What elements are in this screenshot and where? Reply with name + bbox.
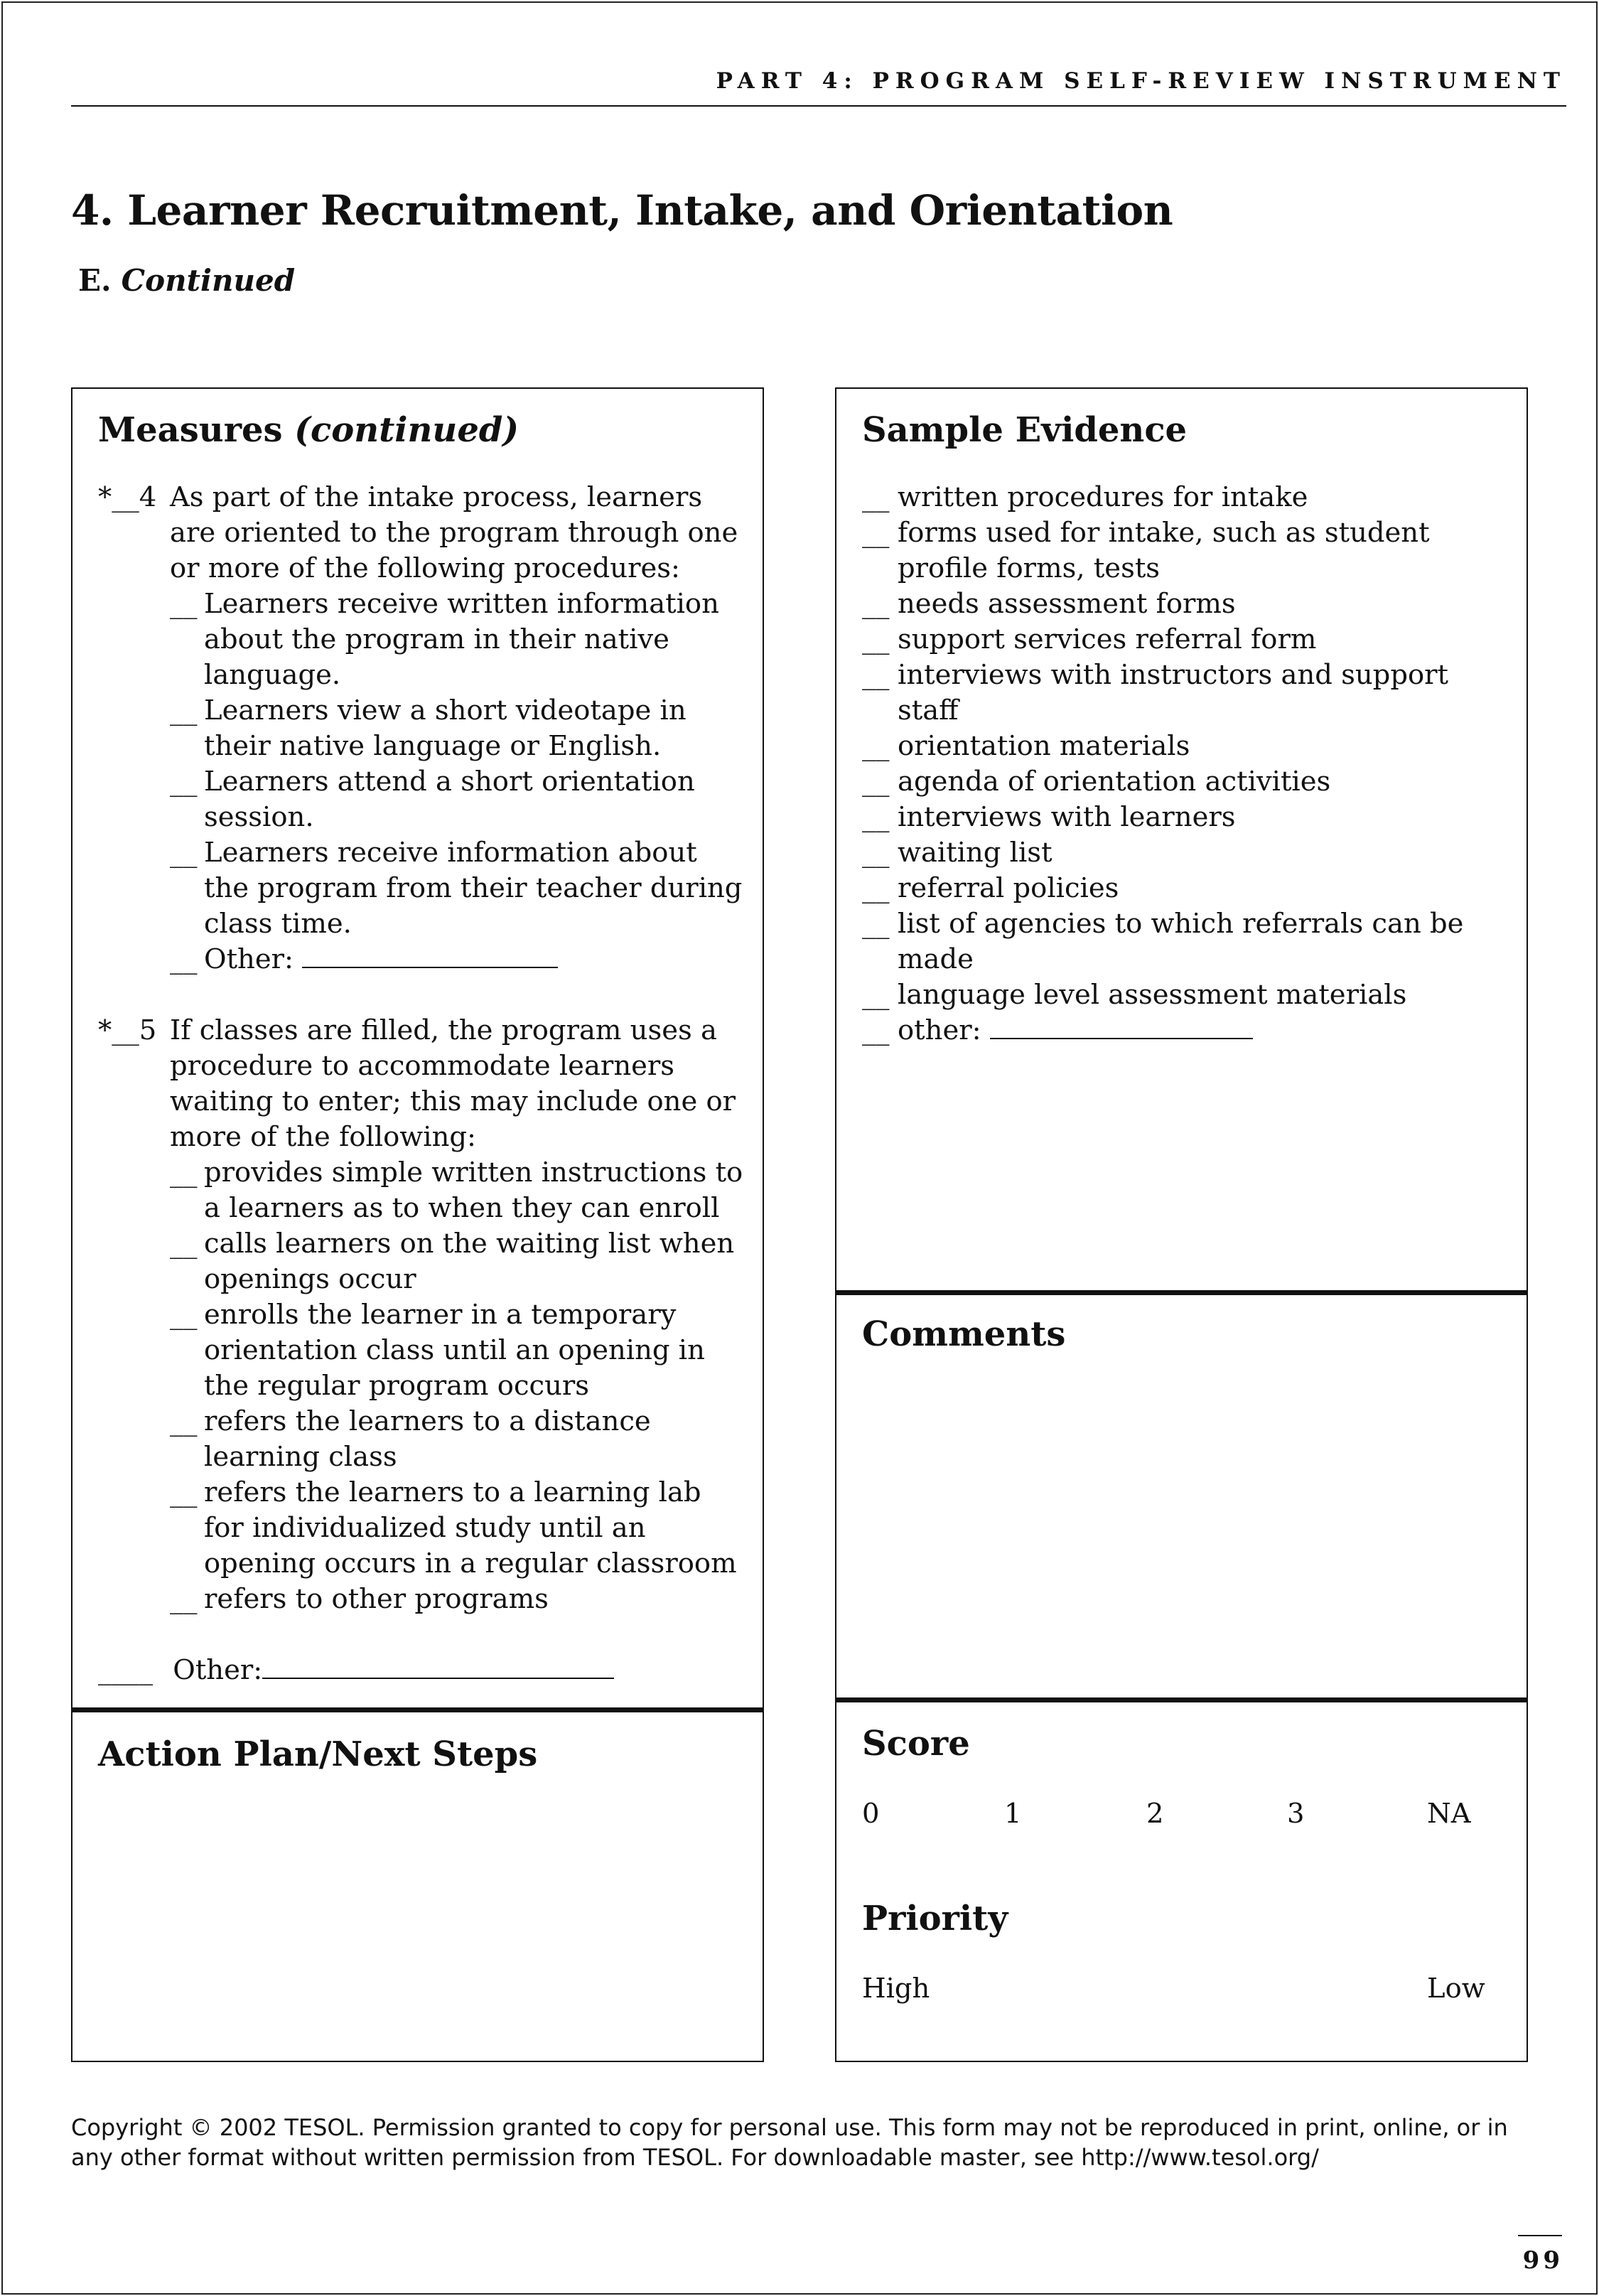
checkbox-blank: __: [862, 801, 890, 833]
measures-action-divider: [72, 1707, 763, 1712]
evidence-text: waiting list: [898, 837, 1052, 869]
page-number: 99: [1522, 2246, 1563, 2275]
sample-evidence-heading: Sample Evidence: [862, 410, 1188, 450]
evidence-text: written procedures for intake: [898, 481, 1308, 513]
evidence-text: other:: [898, 1014, 981, 1046]
measures-box: [71, 387, 764, 2062]
list-item: [862, 480, 1505, 515]
checkbox-blank: __: [862, 766, 890, 798]
evidence-text: support services referral form: [898, 623, 1317, 655]
copyright-notice: Copyright © 2002 TESOL. Permission granted to copy for personal use. This form may not be reproduced in print, online, or in any other format without written permission from TESOL. For downloadable master, see http://www.tesol.org/: [71, 2114, 1508, 2171]
score-option-2: 2: [1146, 1798, 1164, 1830]
fill-in-line: [302, 943, 558, 968]
list-item: [862, 586, 1505, 622]
checkbox-blank: __: [862, 837, 890, 869]
list-item: [862, 800, 1505, 835]
checkbox-blank: __: [862, 1014, 890, 1046]
list-item: [862, 871, 1505, 906]
measure-4-text: As part of the intake process, learners are oriented to the program through one or more of the following procedures:: [170, 481, 738, 584]
measure-5-mark: *__5: [98, 1014, 157, 1046]
list-item: [862, 977, 1505, 1013]
checkbox-blank: __: [170, 694, 198, 726]
measure-4: [98, 480, 748, 977]
score-heading: Score: [862, 1724, 970, 1764]
checkbox-blank: __: [170, 1228, 198, 1260]
measures-heading: [98, 410, 519, 450]
sample-evidence-list: [862, 480, 1505, 1048]
list-item: [862, 906, 1505, 977]
section-title: 4. Learner Recruitment, Intake, and Orientation: [71, 186, 1173, 235]
comments-score-divider: [836, 1697, 1527, 1702]
option-text: Learners receive written information about the program in their native language.: [204, 588, 719, 691]
checkbox-blank: __: [170, 588, 198, 620]
option-text: provides simple written instructions to a learners as to when they can enroll: [204, 1157, 743, 1224]
evidence-text: agenda of orientation activities: [898, 766, 1331, 798]
subsection-title: [78, 263, 295, 298]
measures-heading-text: Measures: [98, 410, 283, 450]
checkbox-blank: __: [170, 943, 198, 975]
measure-4-options: [98, 586, 748, 977]
fill-in-line: [990, 1014, 1253, 1039]
evidence-text: referral policies: [898, 872, 1119, 904]
evidence-comments-divider: [836, 1290, 1527, 1295]
list-item: [170, 1475, 748, 1582]
checkbox-blank: __: [170, 1299, 198, 1331]
measures-other-line: [98, 1653, 614, 1688]
checkbox-blank: __: [862, 517, 890, 549]
checkbox-blank: __: [170, 1583, 198, 1615]
checkbox-blank: __: [170, 1476, 198, 1508]
score-option-0: 0: [862, 1798, 880, 1830]
priority-low: Low: [1427, 1973, 1485, 2005]
list-item: [862, 764, 1505, 800]
priority-scale: [862, 1971, 1484, 2007]
evidence-text: needs assessment forms: [898, 588, 1236, 620]
list-item: [170, 764, 748, 835]
list-item: [170, 835, 748, 942]
evidence-box: [835, 387, 1528, 2062]
measure-5-options: [98, 1155, 748, 1617]
checkbox-blank: __: [862, 730, 890, 762]
comments-heading: Comments: [862, 1314, 1066, 1354]
priority-high: High: [862, 1973, 930, 2005]
list-item: [862, 835, 1505, 871]
score-option-1: 1: [1004, 1798, 1022, 1830]
list-item: [170, 942, 748, 977]
score-option-na: NA: [1427, 1798, 1471, 1830]
option-text: Learners receive information about the program from their teacher during class time.: [204, 837, 743, 940]
subsection-text: Continued: [121, 263, 296, 298]
page-number-rule: [1518, 2235, 1562, 2236]
checkbox-blank: __: [170, 837, 198, 869]
list-item: [862, 729, 1505, 764]
measure-4-mark: *__4: [98, 481, 157, 513]
list-item: [170, 586, 748, 693]
checkbox-blank: __: [862, 659, 890, 691]
other-label: Other:: [173, 1654, 263, 1686]
evidence-text: forms used for intake, such as student profile forms, tests: [898, 517, 1430, 584]
option-text: Other:: [204, 943, 294, 975]
evidence-text: interviews with instructors and support staff: [898, 659, 1449, 726]
list-item: [170, 1155, 748, 1226]
measure-5-text: If classes are filled, the program uses a procedure to accommodate learners waiting to enter; this may include one or more of the following:: [170, 1014, 736, 1153]
score-scale: [862, 1796, 1484, 1832]
list-item: [862, 622, 1505, 658]
option-text: refers the learners to a learning lab for individualized study until an opening occurs in a regular classroom: [204, 1476, 737, 1579]
checkbox-blank: __: [862, 623, 890, 655]
option-text: enrolls the learner in a temporary orientation class until an opening in the regular program occurs: [204, 1299, 705, 1402]
running-head: PART 4: PROGRAM SELF-REVIEW INSTRUMENT: [716, 68, 1566, 94]
option-text: calls learners on the waiting list when openings occur: [204, 1228, 735, 1295]
option-text: refers the learners to a distance learning class: [204, 1405, 651, 1473]
checkbox-blank: __: [862, 872, 890, 904]
checkbox-blank: __: [862, 588, 890, 620]
list-item: [862, 515, 1505, 586]
measure-5-statement: [98, 1013, 748, 1155]
evidence-text: language level assessment materials: [898, 979, 1407, 1011]
checkbox-blank: __: [862, 979, 890, 1011]
option-text: refers to other programs: [204, 1583, 549, 1615]
measure-4-statement: [98, 480, 748, 586]
measure-5: [98, 1013, 748, 1617]
list-item: [170, 1297, 748, 1404]
priority-heading: Priority: [862, 1899, 1008, 1938]
list-item: [862, 658, 1505, 729]
action-plan-heading: Action Plan/Next Steps: [98, 1734, 538, 1774]
subsection-letter: E.: [78, 263, 112, 298]
list-item: [170, 1226, 748, 1297]
measures-heading-italic: (continued): [294, 410, 519, 450]
checkbox-blank: __: [170, 1157, 198, 1189]
option-text: Learners view a short videotape in their native language or English.: [204, 694, 687, 762]
option-text: Learners attend a short orientation session.: [204, 766, 695, 833]
checkbox-blank: __: [170, 1405, 198, 1437]
list-item: [170, 1404, 748, 1475]
fill-in-line: [262, 1653, 614, 1679]
list-item: [862, 1013, 1505, 1048]
other-mark: ____: [98, 1654, 153, 1686]
header-rule: [71, 105, 1566, 107]
checkbox-blank: __: [170, 766, 198, 798]
list-item: [170, 1582, 748, 1617]
evidence-text: interviews with learners: [898, 801, 1236, 833]
evidence-text: list of agencies to which referrals can be made: [898, 908, 1464, 975]
checkbox-blank: __: [862, 908, 890, 940]
score-option-3: 3: [1287, 1798, 1305, 1830]
list-item: [170, 693, 748, 764]
evidence-text: orientation materials: [898, 730, 1190, 762]
checkbox-blank: __: [862, 481, 890, 513]
